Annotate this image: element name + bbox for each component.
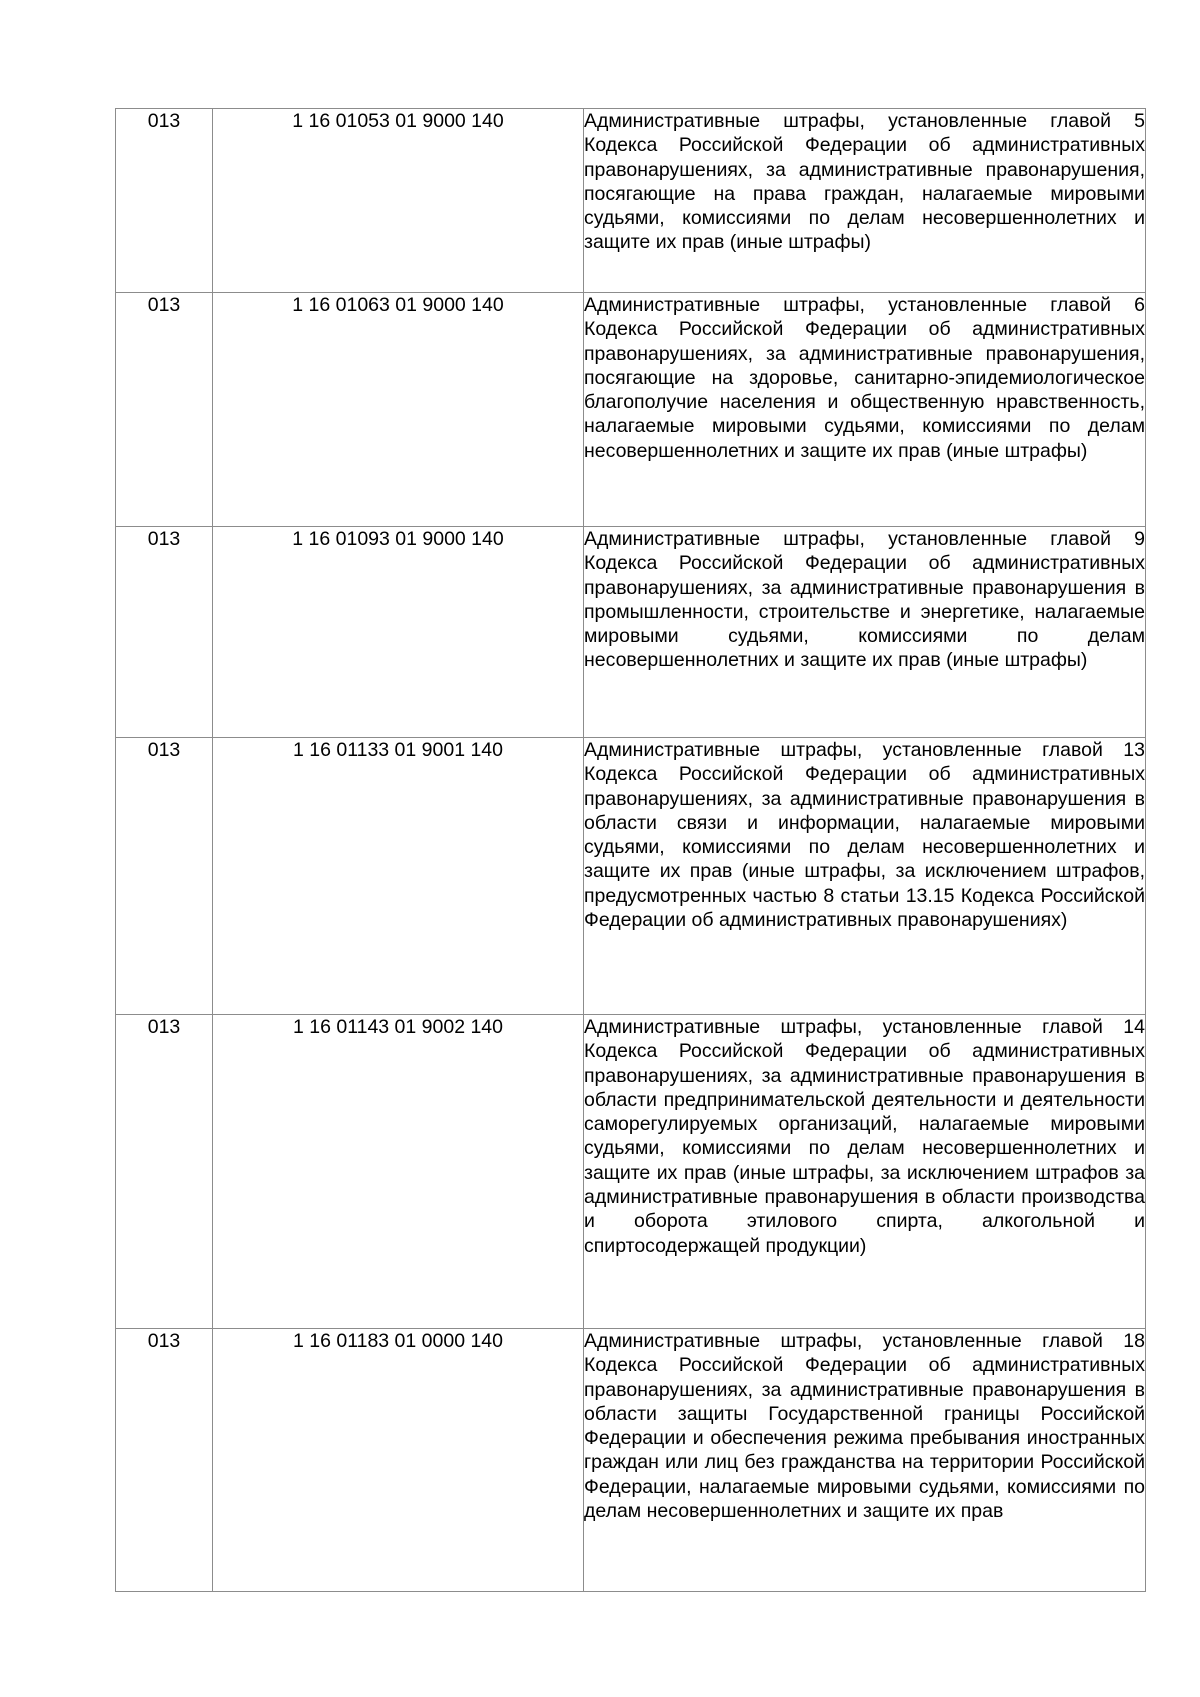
admin-code-cell: 013 — [116, 293, 213, 527]
description-cell: Административные штрафы, установленные главой 13 Кодекса Российской Федерации об административных правонарушениях, за административные правонарушения в области связи и информации, налагаемые мировыми судьями, комиссиями по делам несовершеннолетних и защите их прав (иные штрафы, за исключением штрафов, предусмотренных частью 8 статьи 13.15 Кодекса Российской Федерации об административных правонарушениях) — [584, 738, 1146, 1015]
description-cell: Административные штрафы, установленные главой 9 Кодекса Российской Федерации об административных правонарушениях, за административные правонарушения в промышленности, строительстве и энергетике, налагаемые мировыми судьями, комиссиями по делам несовершеннолетних и защите их прав (иные штрафы) — [584, 527, 1146, 738]
kbk-code-cell: 1 16 01063 01 9000 140 — [213, 293, 584, 527]
table-row — [116, 293, 1146, 527]
kbk-code-cell: 1 16 01133 01 9001 140 — [213, 738, 584, 1015]
kbk-code-cell: 1 16 01143 01 9002 140 — [213, 1015, 584, 1329]
table-row — [116, 527, 1146, 738]
description-cell: Административные штрафы, установленные главой 14 Кодекса Российской Федерации об административных правонарушениях, за административные правонарушения в области предпринимательской деятельности и деятельности саморегулируемых организаций, налагаемые мировыми судьями, комиссиями по делам несовершеннолетних и защите их прав (иные штрафы, за исключением штрафов за административные правонарушения в области производства и оборота этилового спирта, алкогольной и спиртосодержащей продукции) — [584, 1015, 1146, 1329]
table-row — [116, 1329, 1146, 1592]
admin-code-cell: 013 — [116, 527, 213, 738]
admin-code-cell: 013 — [116, 109, 213, 293]
description-cell: Административные штрафы, установленные главой 18 Кодекса Российской Федерации об административных правонарушениях, за административные правонарушения в области защиты Государственной границы Российской Федерации и обеспечения режима пребывания иностранных граждан или лиц без гражданства на территории Российской Федерации, налагаемые мировыми судьями, комиссиями по делам несовершеннолетних и защите их прав — [584, 1329, 1146, 1592]
table-row — [116, 1015, 1146, 1329]
budget-code-table — [115, 108, 1146, 1592]
kbk-code-cell: 1 16 01053 01 9000 140 — [213, 109, 584, 293]
table-row — [116, 109, 1146, 293]
description-cell: Административные штрафы, установленные главой 6 Кодекса Российской Федерации об административных правонарушениях, за административные правонарушения, посягающие на здоровье, санитарно-эпидемиологическое благополучие населения и общественную нравственность, налагаемые мировыми судьями, комиссиями по делам несовершеннолетних и защите их прав (иные штрафы) — [584, 293, 1146, 527]
kbk-code-cell: 1 16 01183 01 0000 140 — [213, 1329, 584, 1592]
admin-code-cell: 013 — [116, 738, 213, 1015]
kbk-code-cell: 1 16 01093 01 9000 140 — [213, 527, 584, 738]
admin-code-cell: 013 — [116, 1015, 213, 1329]
admin-code-cell: 013 — [116, 1329, 213, 1592]
description-cell: Административные штрафы, установленные главой 5 Кодекса Российской Федерации об административных правонарушениях, за административные правонарушения, посягающие на права граждан, налагаемые мировыми судьями, комиссиями по делам несовершеннолетних и защите их прав (иные штрафы) — [584, 109, 1146, 293]
table-row — [116, 738, 1146, 1015]
